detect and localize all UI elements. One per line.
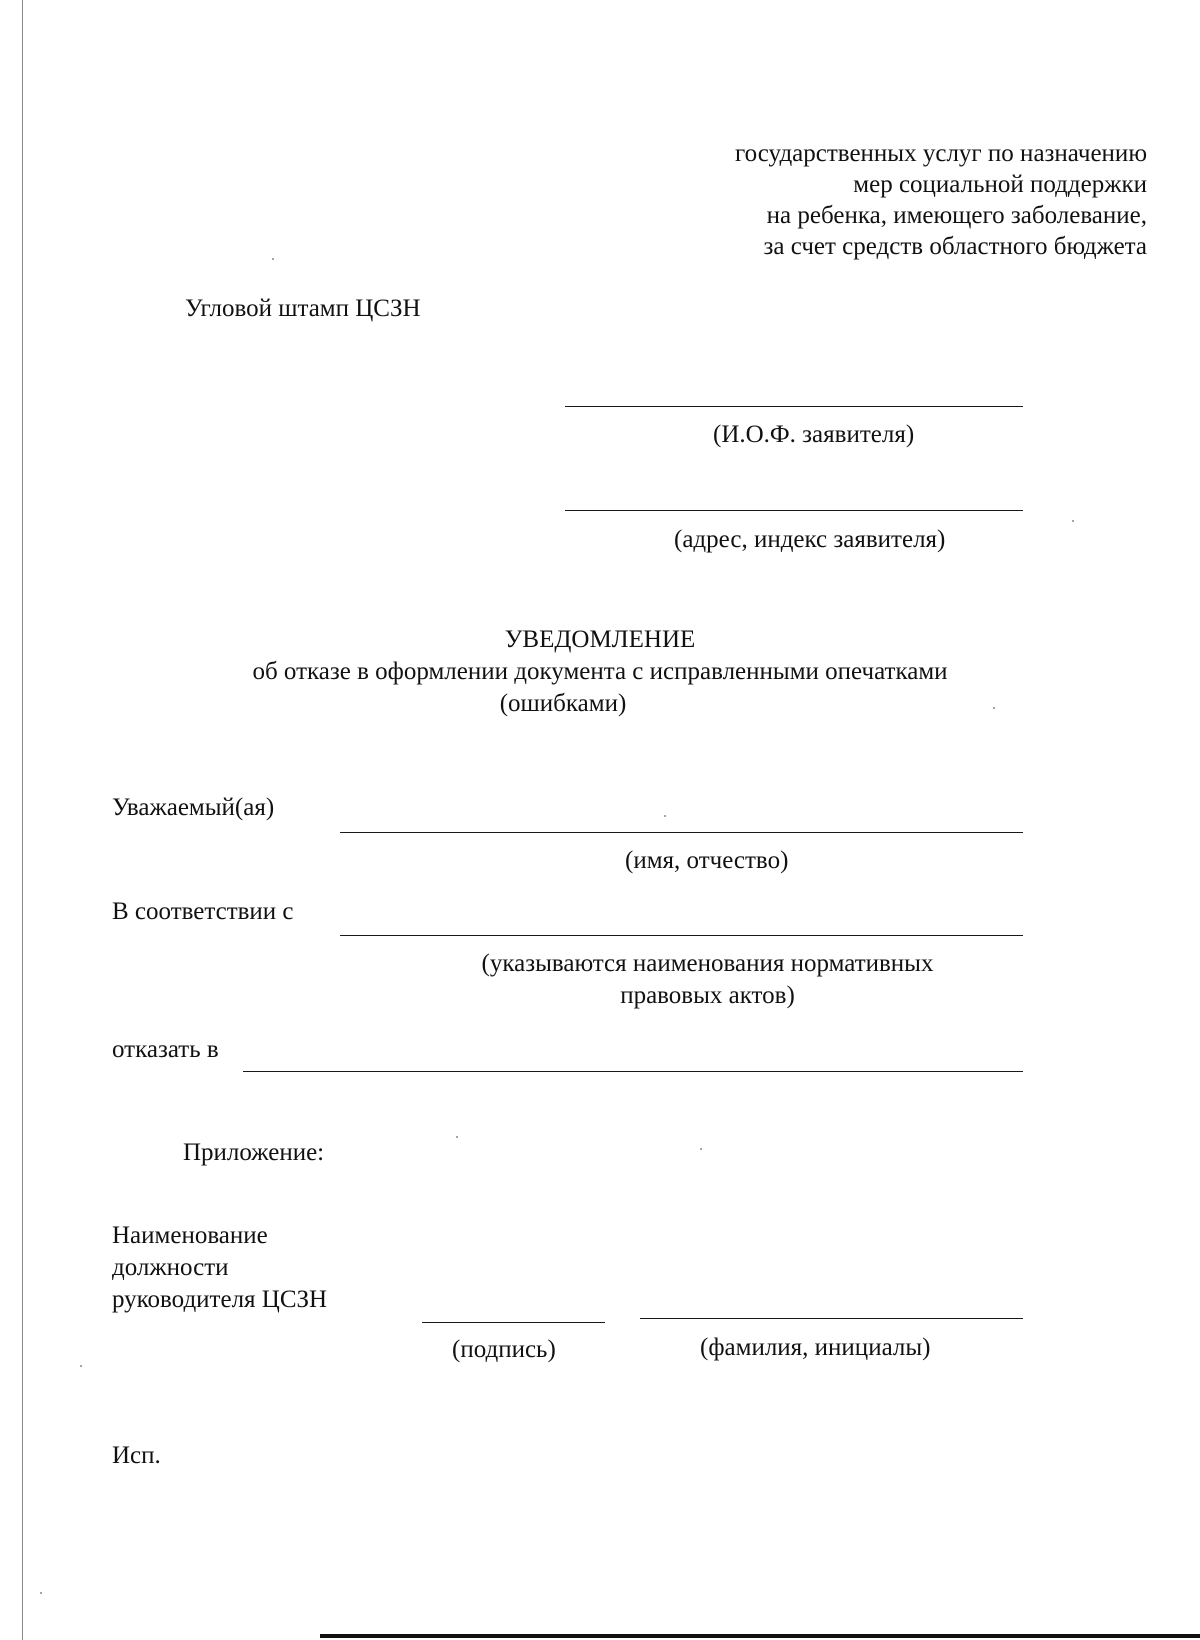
signature-caption: (подпись) (452, 1336, 556, 1363)
full-name-caption: (фамилия, инициалы) (700, 1334, 931, 1361)
scan-edge-bottom (320, 1634, 1200, 1638)
recipient-name-line[interactable] (565, 406, 1023, 407)
scan-speck (456, 1136, 458, 1138)
accordance-caption-line-1: (указываются наименования нормативных (481, 950, 934, 977)
scan-speck (1072, 520, 1074, 522)
refuse-line[interactable] (243, 1071, 1023, 1072)
accordance-caption-line-2: правовых актов) (620, 982, 795, 1009)
scan-speck (40, 1592, 42, 1594)
full-name-line[interactable] (640, 1318, 1023, 1319)
recipient-address-line[interactable] (565, 510, 1023, 511)
signature-line[interactable] (422, 1322, 605, 1323)
scan-speck (272, 258, 274, 260)
position-line-2: должности (112, 1254, 229, 1281)
executor-label: Исп. (112, 1442, 161, 1469)
header-block (735, 138, 1147, 262)
notice-heading: УВЕДОМЛЕНИЕ (504, 626, 696, 653)
position-line-1: Наименование (112, 1222, 268, 1249)
accordance-line[interactable] (340, 935, 1023, 936)
header-line-3: на ребенка, имеющего заболевание, (766, 202, 1147, 229)
refuse-label: отказать в (112, 1036, 219, 1063)
scan-speck (700, 1148, 702, 1150)
notice-subtitle-line-2: (ошибками) (499, 690, 627, 717)
scan-edge-left (22, 0, 23, 1640)
header-line-4: за счет средств областного бюджета (763, 233, 1147, 260)
position-line-3: руководителя ЦСЗН (112, 1286, 328, 1313)
corner-stamp-label: Угловой штамп ЦСЗН (185, 295, 421, 322)
header-line-1: государственных услуг по назначению (735, 140, 1147, 167)
recipient-name-caption: (И.О.Ф. заявителя) (713, 421, 915, 448)
scan-speck (664, 815, 666, 817)
greeting-caption: (имя, отчество) (625, 847, 789, 874)
header-line-2: мер социальной поддержки (853, 171, 1147, 198)
scan-speck (80, 1365, 82, 1367)
attachment-label: Приложение: (183, 1139, 325, 1166)
scan-speck (993, 707, 995, 709)
greeting-label: Уважаемый(ая) (112, 794, 275, 821)
accordance-label: В соответствии с (112, 898, 294, 925)
notice-subtitle-line-1: об отказе в оформлении документа с исправленными опечатками (252, 658, 948, 685)
greeting-name-line[interactable] (340, 832, 1023, 833)
recipient-address-caption: (адрес, индекс заявителя) (674, 526, 946, 553)
